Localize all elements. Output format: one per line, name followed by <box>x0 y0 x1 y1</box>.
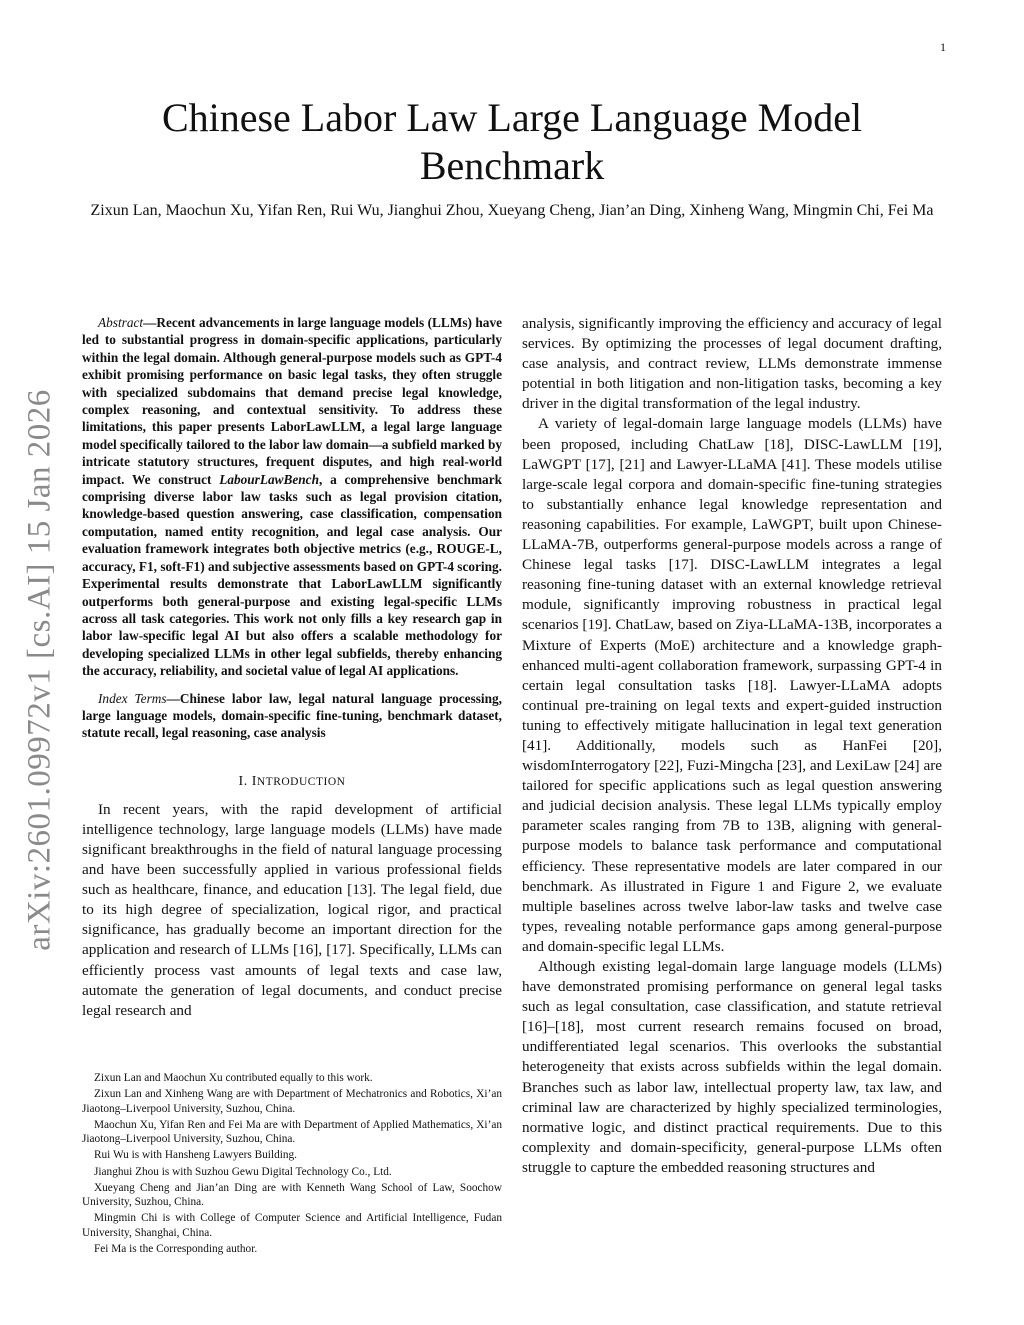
intro-paragraph-1: In recent years, with the rapid development of artificial intelligence technology, large language models (LLMs) have made significant breakthroughs in the field of natural language processing and have been successfully applied in various professional fields such as healthcare, finance, and education [13]. The legal field, due to its high degree of specialization, logical rigor, and practical significance, has gradually become an important direction for the application and research of LLMs [16], [17]. Specifically, LLMs can efficiently process vast amounts of legal texts and case law, automate the generation of legal documents, and conduct precise legal research and <box>82 800 502 1019</box>
footnote: Zixun Lan and Xinheng Wang are with Department of Mechatronics and Robotics, Xi’an Jiaotong–Liverpool University, Suzhou, China. <box>82 1088 502 1115</box>
footnotes <box>82 1071 502 1258</box>
footnote: Jianghui Zhou is with Suzhou Gewu Digital Technology Co., Ltd. <box>94 1165 392 1178</box>
arxiv-identifier: arXiv:2601.09972v1 [cs.AI] 15 Jan 2026 <box>21 389 58 951</box>
intro-paragraph-3: Although existing legal-domain large language models (LLMs) have demonstrated promising performance on general legal tasks such as legal consultation, case classification, and statute retrieval [16]–[18], most current research remains focused on broad, undifferentiated legal scenarios. This overlooks the substantial heterogeneity that exists across subfields within the legal domain. Branches such as labor law, intellectual property law, tax law, and criminal law are characterized by highly specialized terminologies, normative logic, and distinct practical requirements. Due to this complexity and domain-specificity, general-purpose LLMs often struggle to capture the embedded reasoning structures and <box>522 958 942 1176</box>
section-heading-introduction <box>82 774 502 790</box>
section-title-rest: NTRODUCTION <box>256 775 346 788</box>
intro-paragraph-2: A variety of legal-domain large language models (LLMs) have been proposed, including ChatLaw [18], DISC-LawLLM [19], LaWGPT [17], [21] and Lawyer-LLaMA [41]. These models utilise large-scale legal corpora and domain-specific fine-tuning strategies to substantially enhance legal knowledge representation and reasoning capabilities. For example, LaWGPT, built upon Chinese-LLaMA-7B, outperforms general-purpose models across a range of Chinese legal tasks [17]. DISC-LawLLM integrates a legal reasoning fine-tuning dataset with an external knowledge retrieval module, significantly improving robustness in practical legal scenarios [19]. ChatLaw, based on Ziya-LLaMA-13B, incorporates a Mixture of Experts (MoE) architecture and a knowledge graph-enhanced multi-agent collaboration framework, surpassing GPT-4 in certain legal consultation tasks [18]. Lawyer-LLaMA adopts continual pre-training on legal texts and expert-guided instruction tuning to effectively mitigate hallucination in legal text generation [41]. Additionally, models such as HanFei [20], wisdomInterrogatory [22], Fuzi-Mingcha [23], and LexiLaw [24] are tailored for specific applications such as legal question answering and judicial decision analysis. These legal LLMs typically employ parameter scales ranging from 7B to 13B, aligning with general-purpose models to balance task performance and computational efficiency. These representative models are later compared in our benchmark. As illustrated in Figure 1 and Figure 2, we evaluate multiple baselines across twelve labor-law tasks and twelve case types, revealing notable performance gaps among general-purpose and domain-specific legal LLMs. <box>522 415 942 955</box>
index-terms-lead: Index Terms <box>98 690 167 706</box>
footnote: Rui Wu is with Hansheng Lawyers Building. <box>94 1149 297 1162</box>
paper-title: Chinese Labor Law Large Language Model Benchmark <box>161 95 863 188</box>
footnote: Maochun Xu, Yifan Ren and Fei Ma are with Department of Applied Mathematics, Xi’an Jiaotong–Liverpool University, Suzhou, China. <box>82 1118 502 1146</box>
abstract <box>82 314 502 680</box>
footnote: Fei Ma is the Corresponding author. <box>94 1243 258 1256</box>
right-column <box>522 314 942 1178</box>
abstract-lead: Abstract <box>98 315 144 330</box>
intro-paragraph-continued: analysis, significantly improving the efficiency and accuracy of legal services. By optimizing the processes of legal document drafting, case analysis, and contract review, LLMs demonstrate immense potential in both litigation and non-litigation tasks, becoming a key driver in the digital transformation of the legal industry. <box>522 315 942 413</box>
page-number: 1 <box>940 40 946 54</box>
index-terms <box>82 690 502 742</box>
index-terms-text: —Chinese labor law, legal natural language processing, large language models, domain-specific fine-tuning, benchmark dataset, statute recall, legal reasoning, case analysis <box>82 690 502 741</box>
benchmark-name: LabourLawBench <box>219 471 319 487</box>
section-numeral: I. I <box>238 773 257 789</box>
author-list: Zixun Lan, Maochun Xu, Yifan Ren, Rui Wu, Jianghui Zhou, Xueyang Cheng, Jian’an Ding, Xinheng Wang, Mingmin Chi, Fei Ma <box>90 202 934 219</box>
footnote: Xueyang Cheng and Jian’an Ding are with Kenneth Wang School of Law, Soochow University, Suzhou, China. <box>82 1181 502 1209</box>
footnote: Zixun Lan and Maochun Xu contributed equally to this work. <box>94 1072 373 1084</box>
footnote: Mingmin Chi is with College of Computer Science and Artificial Intelligence, Fudan University, Shanghai, China. <box>82 1212 502 1239</box>
abstract-text-part2: , a comprehensive benchmark comprising diverse labor law tasks such as legal provision citation, knowledge-based question answering, case classification, compensation computation, named entity recognition, and legal case analysis. Our evaluation framework integrates both objective metrics (e.g., ROUGE-L, accuracy, F1, soft-F1) and subjective assessments based on GPT-4 scoring. Experimental results demonstrate that LaborLawLLM significantly outperforms both general-purpose and existing legal-specific LLMs across all task categories. This work not only fills a key research gap in labor law-specific legal AI but also offers a scalable methodology for developing specialized LLMs in other legal subfields, thereby enhancing the accuracy, reliability, and societal value of legal AI applications. <box>82 471 502 679</box>
arxiv-sidebar-stamp <box>20 380 60 960</box>
abstract-text-part1: —Recent advancements in large language models (LLMs) have led to substantial progress in domain-specific applications, particularly within the legal domain. Although general-purpose models such as GPT-4 exhibit promising performance on basic legal tasks, they often struggle with specialized subdomains that demand precise legal knowledge, complex reasoning, and contextual sensitivity. To address these limitations, this paper presents LaborLawLLM, a legal large language model specifically tailored to the labor law domain—a subfield marked by intricate statutory structures, frequent disputes, and high real-world impact. We construct <box>82 315 502 487</box>
left-column <box>82 314 502 1021</box>
